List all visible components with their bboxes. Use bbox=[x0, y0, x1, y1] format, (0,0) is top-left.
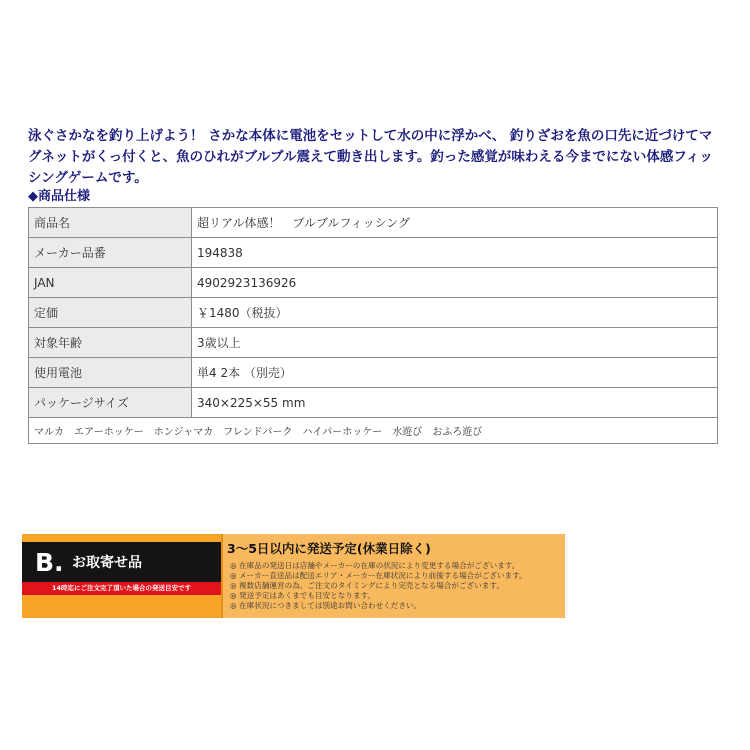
spec-heading: ◆商品仕様 bbox=[28, 189, 90, 204]
spec-label: 定価 bbox=[29, 298, 192, 328]
spec-value: 3歳以上 bbox=[192, 328, 718, 358]
category-letter: B. bbox=[35, 548, 64, 577]
table-row bbox=[29, 328, 718, 358]
spec-table bbox=[28, 207, 718, 444]
table-row bbox=[29, 208, 718, 238]
spec-value: 340×225×55 mm bbox=[192, 388, 718, 418]
spec-label: JAN bbox=[29, 268, 192, 298]
table-row bbox=[29, 268, 718, 298]
spec-label: 使用電池 bbox=[29, 358, 192, 388]
list-item: ◎ 在庫品の発送日は店舗やメーカーの在庫の状況により変更する場合がございます。 bbox=[230, 561, 527, 571]
shipping-notes bbox=[230, 561, 527, 611]
spec-label: 対象年齢 bbox=[29, 328, 192, 358]
banner-category-box bbox=[22, 542, 221, 582]
spec-value: 単4 2本 （別売） bbox=[192, 358, 718, 388]
category-label: お取寄せ品 bbox=[72, 555, 142, 571]
table-row bbox=[29, 238, 718, 268]
table-row bbox=[29, 418, 718, 444]
product-description: 泳ぐさかなを釣り上げよう！ さかな本体に電池をセットして水の中に浮かべ、 釣りざおを魚の口先に近づけてマグネットがくっ付くと、魚のひれがブルブル震えて動き出します。釣った感覚が味わえる今までにない体感フィッシングゲームです。 bbox=[28, 128, 713, 186]
table-row bbox=[29, 388, 718, 418]
shipping-banner bbox=[22, 534, 565, 618]
keyword-tags: マルカ エアーホッケー ホンジャマカ フレンドパーク ハイパーホッケー 水遊び おふろ遊び bbox=[29, 418, 718, 444]
spec-label: メーカー品番 bbox=[29, 238, 192, 268]
table-row bbox=[29, 298, 718, 328]
list-item: ◎ メーカー直送品は配送エリア・メーカー在庫状況により前後する場合がございます。 bbox=[230, 571, 527, 581]
list-item: ◎ 発送予定はあくまでも目安となります。 bbox=[230, 591, 527, 601]
spec-value: ￥1480（税抜） bbox=[192, 298, 718, 328]
banner-category-panel bbox=[22, 534, 221, 618]
shipping-cutoff-note: 14時迄にご注文完了頂いた場合の発送目安です bbox=[22, 582, 221, 595]
shipping-estimate-title: 3～5日以内に発送予定(休業日除く) bbox=[227, 541, 431, 556]
spec-label: パッケージサイズ bbox=[29, 388, 192, 418]
table-row bbox=[29, 358, 718, 388]
banner-shipping-panel bbox=[221, 534, 565, 618]
list-item: ◎ 複数店舗運営の為、ご注文のタイミングにより完売となる場合がございます。 bbox=[230, 581, 527, 591]
list-item: ◎ 在庫状況につきましては別途お問い合わせください。 bbox=[230, 601, 527, 611]
banner-divider bbox=[221, 534, 223, 618]
spec-value: 194838 bbox=[192, 238, 718, 268]
spec-value: 超リアル体感！ ブルブルフィッシング bbox=[192, 208, 718, 238]
spec-value: 4902923136926 bbox=[192, 268, 718, 298]
spec-label: 商品名 bbox=[29, 208, 192, 238]
